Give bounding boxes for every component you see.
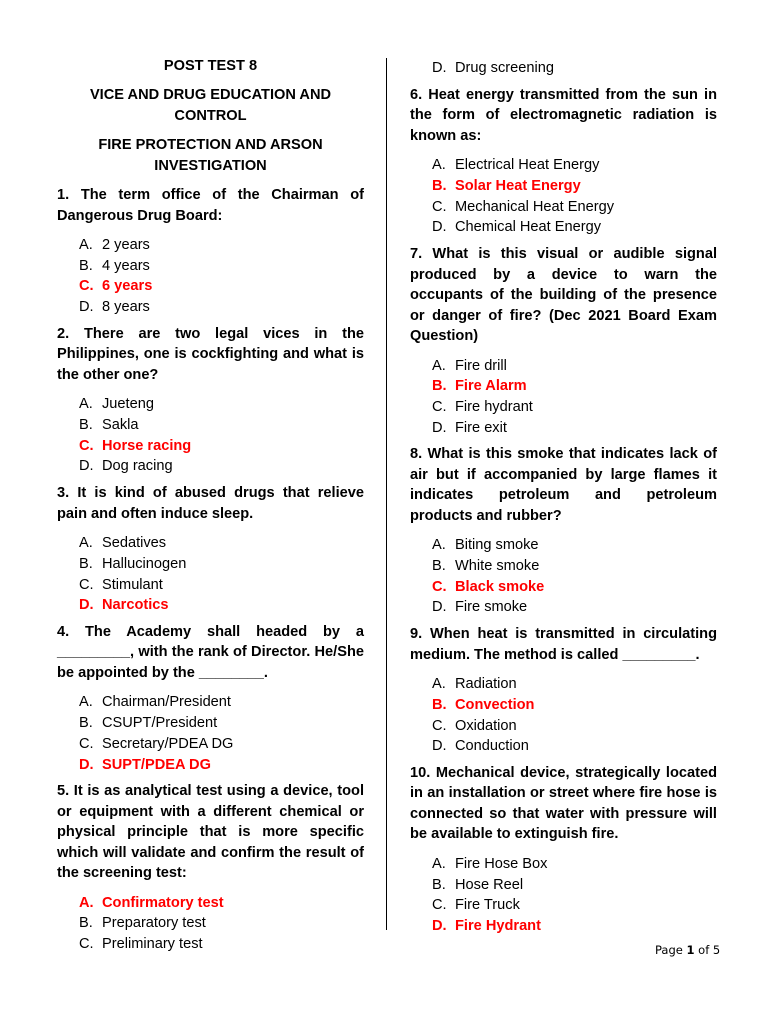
choice-text: Fire Hydrant [455,918,541,935]
choice-text: Fire smoke [455,599,528,616]
choice-text: Mechanical Heat Energy [455,198,614,215]
choice-letter: D. [432,918,447,935]
choice-list [410,854,717,937]
choice-text: Preliminary test [102,936,203,953]
answer-choice [410,577,717,598]
question-text: 4. The Academy shall headed by a _________, with the rank of Director. He/She be appointed by the ________. [57,623,364,681]
choice-letter: A. [79,535,93,552]
choice-list [410,155,717,238]
choice-text: Confirmatory test [102,894,224,911]
choice-letter: A. [432,676,446,693]
choice-list [57,893,364,955]
answer-choice [57,235,364,256]
choice-text: 2 years [102,237,150,253]
question-text: 5. It is as analytical test using a device, tool or equipment with a different chemical or physical principle that is more specific which will validate and confirm the result of the screening test: [57,783,364,882]
choice-letter: B. [79,915,93,932]
answer-choice [57,276,364,297]
answer-choice [410,356,717,377]
choice-text: Chemical Heat Energy [455,219,602,236]
answer-choice [410,58,717,79]
answer-choice [57,893,364,914]
choice-text: Chairman/President [102,694,231,711]
choice-text: Fire Truck [455,897,520,914]
answer-choice [410,176,717,197]
choice-letter: C. [79,576,94,593]
choice-list [410,356,717,439]
choice-text: Sakla [102,417,139,434]
choice-text: CSUPT/President [102,715,218,732]
choice-letter: D. [432,60,447,76]
page-of: of [698,943,710,957]
choice-text: Hose Reel [455,876,524,893]
page-label: Page [655,943,683,957]
answer-choice [57,913,364,934]
answer-choice [57,934,364,955]
choice-letter: D. [79,299,94,316]
choice-list [57,235,364,318]
choice-list-continued [410,58,717,79]
choice-letter: B. [432,696,447,713]
answer-choice [57,595,364,616]
choice-letter: A. [79,894,94,911]
choice-text: Preparatory test [102,915,206,932]
answer-choice [57,415,364,436]
answer-choice [57,713,364,734]
choice-letter: C. [79,437,94,454]
choice-letter: B. [79,257,93,274]
right-column [410,58,717,943]
choice-text: Drug screening [455,60,554,76]
choice-text: Black smoke [455,578,545,595]
question-text: 2. There are two legal vices in the Philippines, one is cockfighting and what is the other one? [57,325,364,383]
choice-letter: D. [432,599,447,616]
choice-text: SUPT/PDEA DG [102,756,211,773]
choice-text: Narcotics [102,597,169,614]
choice-letter: A. [432,855,446,872]
choice-text: 8 years [102,299,150,316]
choice-text: Solar Heat Energy [455,177,581,194]
choice-letter: D. [432,738,447,755]
choice-list [410,674,717,757]
choice-text: Jueteng [102,396,154,413]
answer-choice [410,674,717,695]
answer-choice [410,418,717,439]
choice-letter: B. [432,876,446,893]
choice-letter: A. [432,537,446,554]
choice-text: Fire drill [455,357,507,374]
answer-choice [410,217,717,238]
choice-letter: D. [432,219,447,236]
answer-choice [57,456,364,477]
answer-choice [410,875,717,896]
choice-text: Sedatives [102,535,167,552]
choice-text: Fire exit [455,419,507,436]
choice-text: 4 years [102,257,150,274]
question-text: 7. What is this visual or audible signal produced by a device to warn the occupants of the building of the presence or danger of fire? (Dec 2021 Board Exam Question) [410,246,717,345]
question-text: 6. Heat energy transmitted from the sun in the form of electromagnetic radiation is known as: [410,86,717,144]
answer-choice [57,256,364,277]
page-current: 1 [686,943,695,957]
choice-letter: C. [432,398,447,415]
answer-choice [410,916,717,937]
choice-text: Fire Alarm [455,378,527,395]
choice-letter: C. [79,278,94,295]
choice-text: Biting smoke [455,537,539,554]
choice-letter: C. [432,897,447,914]
document-subtitle-fire-protection: FIRE PROTECTION AND ARSON INVESTIGATION [98,137,323,174]
choice-letter: A. [432,357,446,374]
choice-letter: A. [79,396,93,413]
answer-choice [410,397,717,418]
question-text: 9. When heat is transmitted in circulating medium. The method is called _________. [410,626,717,663]
choice-letter: D. [432,419,447,436]
answer-choice [410,376,717,397]
choice-letter: A. [79,694,93,711]
answer-choice [57,734,364,755]
choice-text: Electrical Heat Energy [455,157,600,174]
answer-choice [410,597,717,618]
answer-choice [410,155,717,176]
answer-choice [57,554,364,575]
choice-letter: C. [432,198,447,215]
answer-choice [410,854,717,875]
column-divider [386,58,387,930]
choice-text: Dog racing [102,458,173,475]
answer-choice [57,692,364,713]
question-text: 10. Mechanical device, strategically located in an installation or street where fire hose is connected so that water with pressure will be available to extinguish fire. [410,764,717,843]
document-title: POST TEST 8 [163,58,258,74]
choice-letter: B. [79,555,93,572]
choice-letter: C. [432,578,447,595]
answer-choice [410,895,717,916]
page-total: 5 [712,943,721,957]
choice-list [57,394,364,477]
choice-text: Fire hydrant [455,398,533,415]
choice-letter: A. [432,157,446,174]
choice-text: Convection [455,696,535,713]
page-number [655,943,720,957]
choice-letter: B. [432,177,447,194]
choice-letter: D. [79,458,94,475]
choice-letter: C. [79,735,94,752]
choice-letter: B. [432,558,446,575]
choice-text: Conduction [455,738,529,755]
choice-text: Hallucinogen [102,555,187,572]
right-question-list [410,58,717,937]
choice-letter: B. [432,378,447,395]
answer-choice [410,736,717,757]
choice-text: Stimulant [102,576,163,593]
choice-text: Horse racing [102,437,192,454]
answer-choice [57,436,364,457]
choice-list [410,535,717,618]
answer-choice [410,535,717,556]
choice-text: Oxidation [455,717,517,734]
answer-choice [57,394,364,415]
answer-choice [410,716,717,737]
choice-letter: C. [432,717,447,734]
choice-letter: B. [79,715,93,732]
answer-choice [410,556,717,577]
choice-list [57,692,364,775]
choice-letter: D. [79,756,94,773]
answer-choice [57,533,364,554]
left-column [57,56,364,961]
choice-letter: B. [79,417,93,434]
question-text: 3. It is kind of abused drugs that relieve pain and often induce sleep. [57,485,364,522]
choice-letter: D. [79,597,94,614]
choice-list [57,533,364,616]
answer-choice [410,695,717,716]
choice-letter: A. [79,237,93,253]
choice-text: Radiation [455,676,517,693]
choice-text: Fire Hose Box [455,855,548,872]
choice-text: White smoke [455,558,540,575]
answer-choice [57,575,364,596]
answer-choice [57,755,364,776]
choice-text: Secretary/PDEA DG [102,735,234,752]
question-text: 8. What is this smoke that indicates lack of air but if accompanied by large flames it indicates petroleum and petroleum products and rubber? [410,446,717,524]
answer-choice [57,297,364,318]
question-text: 1. The term office of the Chairman of Dangerous Drug Board: [57,187,364,224]
answer-choice [410,197,717,218]
choice-text: 6 years [102,278,153,295]
document-subtitle-vice-drug: VICE AND DRUG EDUCATION AND CONTROL [89,87,332,124]
choice-letter: C. [79,936,94,953]
left-question-list [57,185,364,955]
